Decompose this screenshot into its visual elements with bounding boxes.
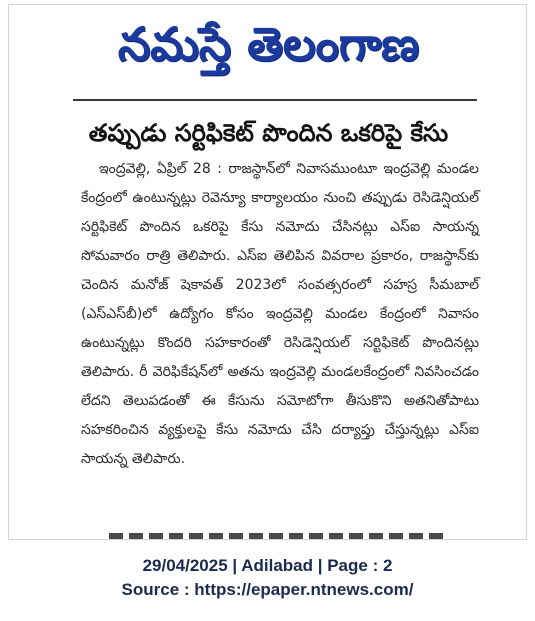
article-headline: తప్పుడు సర్టిఫికెట్ పొందిన ఒకరిపై కేసు	[88, 119, 449, 147]
article-body: ఇంద్రవెల్లి, ఏప్రిల్ 28 : రాజస్థాన్‌లో నివాసముంటూ ఇంద్రవెల్లి మండల కేంద్రంలో ఉంటున్నట్లు రెవెన్యూ కార్యాలయం నుంచి తప్పుడు రెసిడెన్షియల్ సర్టిఫికెట్ పొందిన ఒకరిపై కేసు నమోదు చేసినట్లు ఎస్‌ఐ సాయన్న సోమవారం రాత్రి తెలిపారు. ఎస్‌ఐ తెలిపిన వివరాల ప్రకారం, రాజస్థాన్‌కు చెందిన మనోజ్ షెకావత్ 2023లో సంవత్సరంలో సహస్ర సీమబాల్ (ఎస్‌ఎస్‌బీ)లో ఉద్యోగం కోసం ఇంద్రవెల్లి మండల కేంద్రంలో నివాసం ఉంటున్నట్లు కొందరి సహకారంతో రెసిడెన్షియల్ సర్టిఫికెట్ పొందినట్లు తెలిపారు. రీ వెరిఫికేషన్‌లో అతను ఇంద్రవెల్లి మండలకేంద్రంలో నివసించడం లేదని తెలుపడంతో ఈ కేసును సమోటోగా తీసుకొని అతనితోపాటు సహకరించిన వ్యక్తులపై కేసు నమోదు చేసి దర్యాప్తు చేస్తున్నట్లు ఎస్‌ఐ సాయన్న తెలిపారు.	[81, 161, 479, 467]
newspaper-masthead-logo: నమస్తే తెలంగాణ	[117, 17, 420, 71]
next-article-fragment	[109, 533, 449, 540]
newspaper-clipping	[8, 4, 527, 540]
clipping-date-edition-page: 29/04/2025 | Adilabad | Page : 2	[142, 556, 393, 575]
clipping-source-url: Source : https://epaper.ntnews.com/	[121, 580, 414, 599]
masthead-divider	[73, 99, 477, 101]
